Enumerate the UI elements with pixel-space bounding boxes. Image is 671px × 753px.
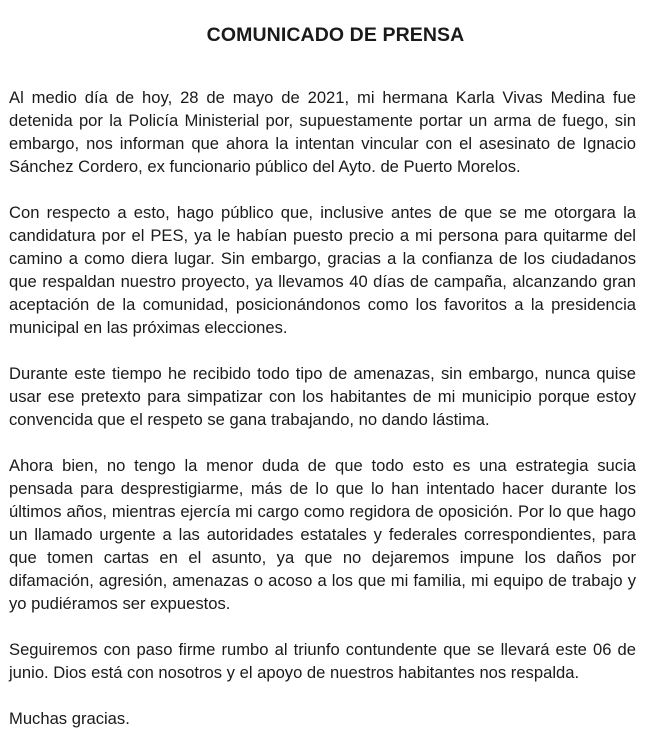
paragraph-candidacy: Con respecto a esto, hago público que, inclusive antes de que se me otorgara la candidatura por el PES, ya le habían puesto precio a mi persona para quitarme del camino a como diera lugar. Sin embargo, gracias a la confianza de los ciudadanos que respaldan nuestro proyecto, ya llevamos 40 días de campaña, alcanzando gran aceptación de la comunidad, posicionándonos como los favoritos a la presidencia municipal en las próximas elecciones. xyxy=(9,203,636,337)
paragraph-threats: Durante este tiempo he recibido todo tipo de amenazas, sin embargo, nunca quise usar ese pretexto para simpatizar con los habitantes de mi municipio porque estoy convencida que el respeto se gana trabajando, no dando lástima. xyxy=(9,364,636,429)
paragraph-arrest: Al medio día de hoy, 28 de mayo de 2021, mi hermana Karla Vivas Medina fue detenida por la Policía Ministerial por, supuestamente portar un arma de fuego, sin embargo, nos informan que ahora la intentan vincular con el asesinato de Ignacio Sánchez Cordero, ex funcionario público del Ayto. de Puerto Morelos. xyxy=(9,88,636,176)
paragraph-strategy: Ahora bien, no tengo la menor duda de que todo esto es una estrategia sucia pensada para desprestigiarme, más de lo que lo han intentado hacer durante los últimos años, mientras ejercía mi cargo como regidora de oposición. Por lo que hago un llamado urgente a las autoridades estatales y federales correspondientes, para que tomen cartas en el asunto, ya que no dejaremos impune los daños por difamación, agresión, amenazas o acoso a los que mi familia, mi equipo de trabajo y yo pudiéramos ser expuestos. xyxy=(9,456,636,613)
document-body xyxy=(9,86,636,753)
paragraph-closing: Muchas gracias. xyxy=(9,709,130,728)
document-title: COMUNICADO DE PRENSA xyxy=(206,24,465,46)
paragraph-election: Seguiremos con paso firme rumbo al triunfo contundente que se llevará este 06 de junio. Dios está con nosotros y el apoyo de nuestros habitantes nos respalda. xyxy=(9,640,636,682)
